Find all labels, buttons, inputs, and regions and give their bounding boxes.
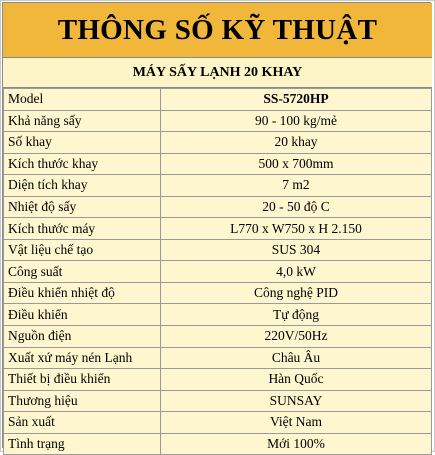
spec-label: Kích thước khay — [4, 153, 161, 175]
spec-value: 20 khay — [161, 132, 432, 154]
spec-value: Việt Nam — [161, 412, 432, 434]
spec-label: Số khay — [4, 132, 161, 154]
spec-value: 7 m2 — [161, 175, 432, 197]
spec-row-brand — [4, 390, 432, 412]
spec-value: L770 x W750 x H 2.150 — [161, 218, 432, 240]
spec-label: Vật liệu chế tạo — [4, 239, 161, 261]
spec-label: Khả năng sấy — [4, 110, 161, 132]
spec-value: SUS 304 — [161, 239, 432, 261]
spec-row-tray-size — [4, 153, 432, 175]
spec-label: Tình trạng — [4, 433, 161, 455]
spec-row-controller-device — [4, 369, 432, 391]
spec-row-model — [4, 89, 432, 111]
product-subtitle: MÁY SẤY LẠNH 20 KHAY — [3, 58, 432, 88]
spec-label: Xuất xứ máy nén Lạnh — [4, 347, 161, 369]
spec-row-tray-area — [4, 175, 432, 197]
spec-table — [3, 88, 432, 455]
page-title: THÔNG SỐ KỸ THUẬT — [3, 3, 432, 58]
spec-row-power — [4, 261, 432, 283]
spec-value: 220V/50Hz — [161, 326, 432, 348]
spec-row-machine-size — [4, 218, 432, 240]
spec-value: Châu Âu — [161, 347, 432, 369]
spec-value: 90 - 100 kg/mẻ — [161, 110, 432, 132]
spec-row-material — [4, 239, 432, 261]
spec-value: Công nghệ PID — [161, 282, 432, 304]
spec-value: SUNSAY — [161, 390, 432, 412]
spec-value: SS-5720HP — [161, 89, 432, 111]
spec-label: Nguồn điện — [4, 326, 161, 348]
spec-label: Sản xuất — [4, 412, 161, 434]
spec-value: 20 - 50 độ C — [161, 196, 432, 218]
spec-label: Kích thước máy — [4, 218, 161, 240]
spec-label: Điều khiển nhiệt độ — [4, 282, 161, 304]
spec-label: Diện tích khay — [4, 175, 161, 197]
spec-value: Mới 100% — [161, 433, 432, 455]
spec-label: Model — [4, 89, 161, 111]
spec-label: Thương hiệu — [4, 390, 161, 412]
spec-label: Điều khiển — [4, 304, 161, 326]
spec-row-compressor-origin — [4, 347, 432, 369]
spec-row-temperature-control — [4, 282, 432, 304]
spec-row-capacity — [4, 110, 432, 132]
spec-row-tray-count — [4, 132, 432, 154]
spec-value: 4,0 kW — [161, 261, 432, 283]
spec-row-drying-temperature — [4, 196, 432, 218]
spec-label: Thiết bị điều khiển — [4, 369, 161, 391]
spec-label: Công suất — [4, 261, 161, 283]
spec-value: Tự động — [161, 304, 432, 326]
spec-label: Nhiệt độ sấy — [4, 196, 161, 218]
spec-value: Hàn Quốc — [161, 369, 432, 391]
spec-row-manufacture — [4, 412, 432, 434]
spec-value: 500 x 700mm — [161, 153, 432, 175]
spec-row-power-supply — [4, 326, 432, 348]
spec-row-control — [4, 304, 432, 326]
